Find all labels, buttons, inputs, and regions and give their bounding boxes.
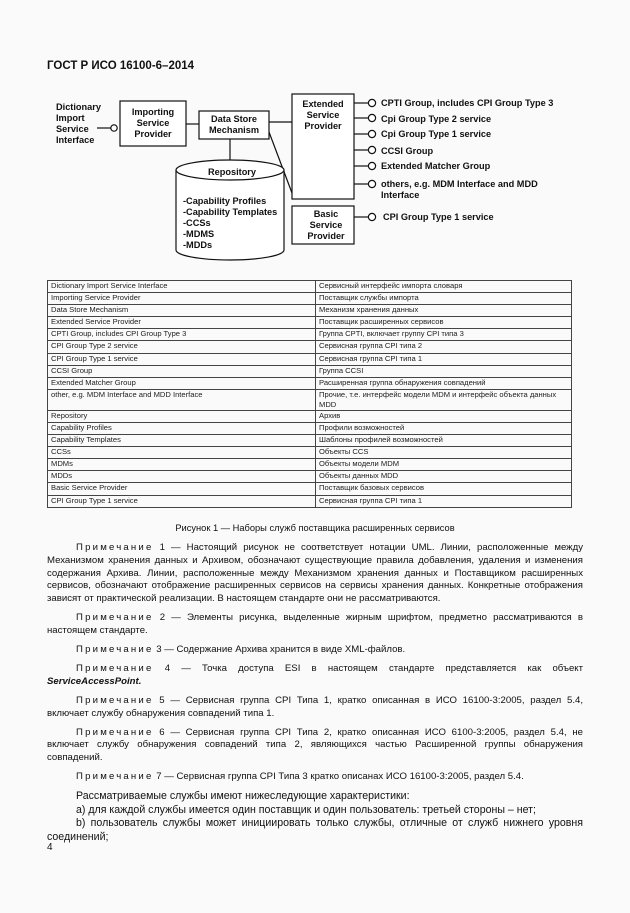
term-russian: Расширенная группа обнаружения совпадений bbox=[316, 377, 572, 389]
service-diagram bbox=[0, 80, 630, 280]
note-1: Примечание 1 — Настоящий рисунок не соответствует нотации UML. Линии, расположенные между Механизмом хранения данных и Архивом, обозначают существующие правила добавления, удаления и изменения содержания Архива. Линии, расположенные между Механизмом хранения данных и Поставщиком расширенных сервисов, обозначают отображение расширенных сервисов на сервисы хранения данных. Конкретные отображения зависят от практической реализации. В настоящем стандарте они не рассматриваются. bbox=[47, 542, 583, 605]
glossary-table bbox=[47, 280, 572, 508]
port-icon bbox=[368, 130, 375, 137]
table-row bbox=[48, 435, 572, 447]
term-russian: Сервисная группа CPI типа 2 bbox=[316, 341, 572, 353]
interface-port bbox=[111, 125, 117, 131]
term-russian: Объекты CCS bbox=[316, 447, 572, 459]
term-english: CPI Group Type 1 service bbox=[48, 495, 316, 507]
term-english: other, e.g. MDM Interface and MDD Interface bbox=[48, 389, 316, 410]
dict-line-0: Dictionary bbox=[56, 102, 101, 112]
page-number: 4 bbox=[47, 842, 53, 853]
port-icon bbox=[368, 213, 375, 220]
note-2: Примечание 2 — Элементы рисунка, выделенные жирным шрифтом, предметно рассматриваются в настоящем стандарте. bbox=[47, 612, 584, 636]
term-russian: Механизм хранения данных bbox=[316, 305, 572, 317]
table-row bbox=[48, 483, 572, 495]
note-5: Примечание 5 — Сервисная группа CPI Типа 1, кратко описанная в ИСО 16100-3:2005, раздел 5.4, включает службу обнаружения совпадений типа 1. bbox=[47, 694, 583, 719]
table-row bbox=[48, 459, 572, 471]
term-russian: Поставщик расширенных сервисов bbox=[316, 317, 572, 329]
term-english: CPTI Group, includes CPI Group Type 3 bbox=[48, 329, 316, 341]
repo-item-3: -MDMS bbox=[183, 229, 215, 239]
import-line-2: Provider bbox=[134, 129, 172, 139]
repo-item-0: -Capability Profiles bbox=[183, 196, 267, 206]
table-row bbox=[48, 422, 572, 434]
term-english: Importing Service Provider bbox=[48, 293, 316, 305]
term-english: CCSI Group bbox=[48, 365, 316, 377]
table-row bbox=[48, 410, 572, 422]
repo-item-4: -MDDs bbox=[183, 240, 213, 250]
table-row bbox=[48, 281, 572, 293]
repository-title: Repository bbox=[208, 167, 256, 177]
ext-group-1: Cpi Group Type 2 service bbox=[381, 114, 492, 124]
note-7: Примечание 7 — Сервисная группа CPI Типа 3 кратко описанах ИСО 16100-3:2005, раздел 5.4. bbox=[76, 771, 524, 783]
ext-line-1: Service bbox=[306, 110, 340, 120]
ext-group-4: Extended Matcher Group bbox=[381, 161, 491, 171]
term-russian: Прочие, т.е. интерфейс модели MDM и интерфейс объекта данных MDD bbox=[316, 389, 572, 410]
characteristic-a: а) для каждой службы имеется один поставщик и один пользователь: третьей стороны – нет; bbox=[76, 803, 536, 816]
term-english: Dictionary Import Service Interface bbox=[48, 281, 316, 293]
term-english: Capability Profiles bbox=[48, 422, 316, 434]
extended-service-ports bbox=[354, 98, 553, 200]
repo-item-2: -CCSs bbox=[183, 218, 211, 228]
term-english: Basic Service Provider bbox=[48, 483, 316, 495]
repository-cylinder bbox=[176, 160, 284, 260]
basic-line-1: Service bbox=[309, 220, 343, 230]
table-row bbox=[48, 365, 572, 377]
term-russian: Сервисная группа CPI типа 1 bbox=[316, 495, 572, 507]
ext-line-2: Provider bbox=[304, 121, 342, 131]
port-icon bbox=[368, 114, 375, 121]
term-russian: Поставщик службы импорта bbox=[316, 293, 572, 305]
import-line-1: Service bbox=[136, 118, 170, 128]
figure-caption: Рисунок 1 — Наборы служб поставщика расширенных сервисов bbox=[175, 523, 455, 533]
note-6: Примечание 6 — Сервисная группа CPI Типа 2, кратко описанная ИСО 6100-3:2005, раздел 5.4, не включает службу обнаружения совпадений типа 2, являющихся частью Расширенной группы обнаружения совпадений. bbox=[47, 726, 583, 764]
ext-group-2: Cpi Group Type 1 service bbox=[381, 129, 492, 139]
table-row bbox=[48, 495, 572, 507]
term-english: CCSs bbox=[48, 447, 316, 459]
term-russian: Профили возможностей bbox=[316, 422, 572, 434]
dict-line-3: Interface bbox=[56, 135, 95, 145]
term-russian: Сервисная группа CPI типа 1 bbox=[316, 353, 572, 365]
term-english: Data Store Mechanism bbox=[48, 305, 316, 317]
table-row bbox=[48, 341, 572, 353]
ext-group-0: CPTI Group, includes CPI Group Type 3 bbox=[381, 98, 554, 108]
standard-header: ГОСТ Р ИСО 16100-6–2014 bbox=[47, 60, 195, 72]
notes-section bbox=[47, 542, 583, 844]
term-english: Capability Templates bbox=[48, 435, 316, 447]
term-english: CPI Group Type 1 service bbox=[48, 353, 316, 365]
dict-line-2: Service bbox=[56, 124, 89, 134]
dict-line-1: Import bbox=[56, 113, 85, 123]
table-row bbox=[48, 293, 572, 305]
term-english: Extended Matcher Group bbox=[48, 377, 316, 389]
basic-group: CPI Group Type 1 service bbox=[383, 212, 494, 222]
port-icon bbox=[368, 99, 375, 106]
term-russian: Группа CCSI bbox=[316, 365, 572, 377]
note-3: Примечание 3 — Содержание Архива хранится в виде XML-файлов. bbox=[76, 643, 406, 655]
table-row bbox=[48, 389, 572, 410]
term-russian: Сервисный интерфейс импорта словаря bbox=[316, 281, 572, 293]
term-russian: Шаблоны профилей возможностей bbox=[316, 435, 572, 447]
characteristic-b: b) пользователь службы может инициировать только службы, отличные от служб нижнего уровня соединений; bbox=[47, 817, 583, 843]
ext-group-3: CCSI Group bbox=[381, 146, 434, 156]
dictionary-interface-label bbox=[56, 102, 102, 145]
term-russian: Поставщик базовых сервисов bbox=[316, 483, 572, 495]
basic-service-port bbox=[354, 212, 494, 222]
note-4: Примечание 4 — Точка доступа ESI в настоящем стандарте представляется как объект ServiceAccessPoint. bbox=[47, 662, 583, 687]
characteristics-intro: Рассматриваемые службы имеют нижеследующие характеристики: bbox=[76, 790, 410, 803]
term-russian: Архив bbox=[316, 410, 572, 422]
term-english: Extended Service Provider bbox=[48, 317, 316, 329]
term-russian: Группа CPTI, включает группу CPI типа 3 bbox=[316, 329, 572, 341]
port-icon bbox=[368, 162, 375, 169]
port-icon bbox=[368, 180, 375, 187]
table-row bbox=[48, 305, 572, 317]
others-line-0: others, e.g. MDM Interface and MDD bbox=[381, 179, 538, 189]
table-row bbox=[48, 329, 572, 341]
datastore-line-0: Data Store bbox=[211, 114, 257, 124]
table-row bbox=[48, 377, 572, 389]
port-icon bbox=[368, 146, 375, 153]
term-english: CPI Group Type 2 service bbox=[48, 341, 316, 353]
term-russian: Объекты модели MDM bbox=[316, 459, 572, 471]
import-line-0: Importing bbox=[131, 107, 175, 117]
table-row bbox=[48, 317, 572, 329]
characteristics bbox=[47, 790, 583, 844]
term-english: MDDs bbox=[48, 471, 316, 483]
term-english: MDMs bbox=[48, 459, 316, 471]
others-line-1: Interface bbox=[381, 190, 420, 200]
table-row bbox=[48, 447, 572, 459]
term-english: Repository bbox=[48, 410, 316, 422]
basic-line-0: Basic bbox=[313, 209, 339, 219]
term-russian: Объекты данных MDD bbox=[316, 471, 572, 483]
table-row bbox=[48, 353, 572, 365]
table-row bbox=[48, 471, 572, 483]
basic-line-2: Provider bbox=[307, 231, 345, 241]
datastore-line-1: Mechanism bbox=[208, 125, 260, 135]
service-access-point-term: ServiceAccessPoint. bbox=[47, 675, 142, 687]
repo-item-1: -Capability Templates bbox=[183, 207, 278, 217]
ext-line-0: Extended bbox=[302, 99, 344, 109]
